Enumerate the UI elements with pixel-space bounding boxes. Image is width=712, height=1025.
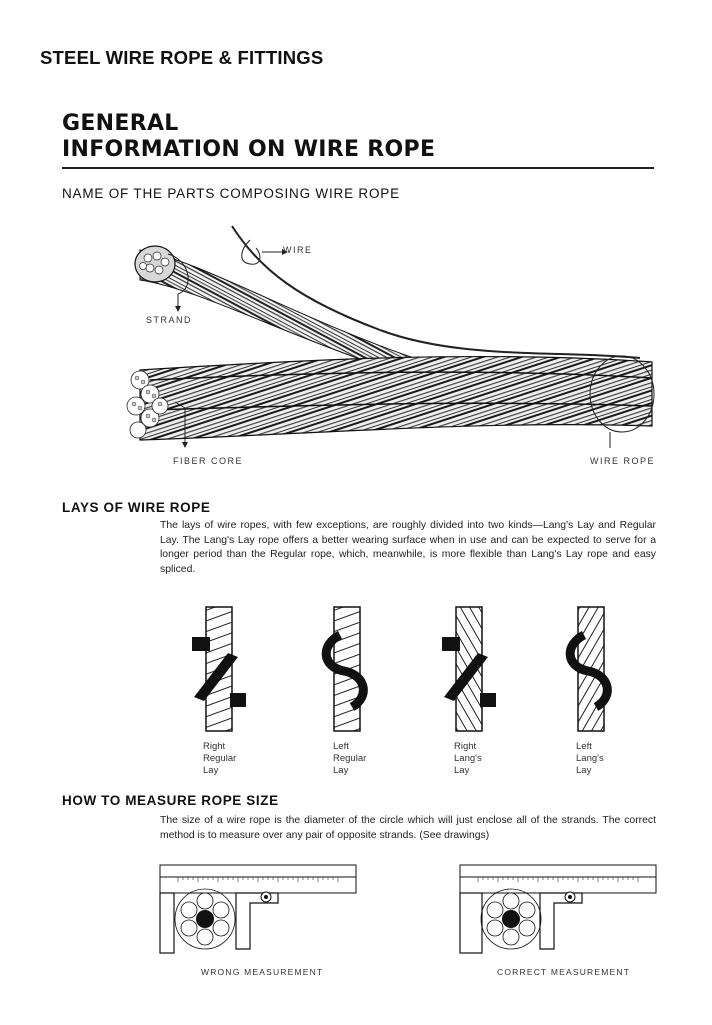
lay-right-langs-diagram — [440, 605, 500, 735]
caliper-correct-diagram — [458, 857, 658, 957]
main-title-line1: GENERAL — [62, 111, 179, 136]
main-title — [62, 111, 435, 163]
lays-paragraph: The lays of wire ropes, with few exceptions, are roughly divided into two kinds—Lang's Lay and Regular Lay. The Lang's Lay rope offers a better wearing surface when in use and can be expected to serve for a longer period than the Regular rope, which, meanwhile, is more flexible than Lang's Lay rope and easy spliced. — [160, 520, 656, 575]
lay-left-langs-diagram — [562, 605, 622, 735]
title-rule — [62, 167, 654, 169]
wrong-measurement-label: WRONG MEASUREMENT — [201, 967, 324, 977]
measure-paragraph: The size of a wire rope is the diameter of the circle which will just enclose all of the strands. The correct method is to measure over any pair of opposite strands. (See drawings) — [160, 815, 656, 841]
section-measure-heading: HOW TO MEASURE ROPE SIZE — [62, 793, 279, 808]
label-fiber-core: FIBER CORE — [173, 456, 244, 466]
section-parts-heading: NAME OF THE PARTS COMPOSING WIRE ROPE — [62, 186, 400, 201]
page-header-title: STEEL WIRE ROPE & FITTINGS — [40, 47, 324, 68]
lay-right-regular-diagram — [190, 605, 250, 735]
caliper-wrong-diagram — [158, 857, 358, 957]
section-lays-heading: LAYS OF WIRE ROPE — [62, 500, 211, 515]
lay-label-left-langs: Left Lang's Lay — [576, 741, 604, 776]
lay-left-regular-diagram — [318, 605, 378, 735]
correct-measurement-label: CORRECT MEASUREMENT — [497, 967, 631, 977]
main-title-line2: INFORMATION ON WIRE ROPE — [62, 137, 436, 162]
label-wire-rope: WIRE ROPE — [590, 456, 656, 466]
lay-label-right-regular: Right Regular Lay — [203, 741, 237, 776]
label-wire: WIRE — [283, 245, 313, 255]
lay-label-left-regular: Left Regular Lay — [333, 741, 367, 776]
label-strand: STRAND — [146, 315, 193, 325]
lay-label-right-langs: Right Lang's Lay — [454, 741, 482, 776]
